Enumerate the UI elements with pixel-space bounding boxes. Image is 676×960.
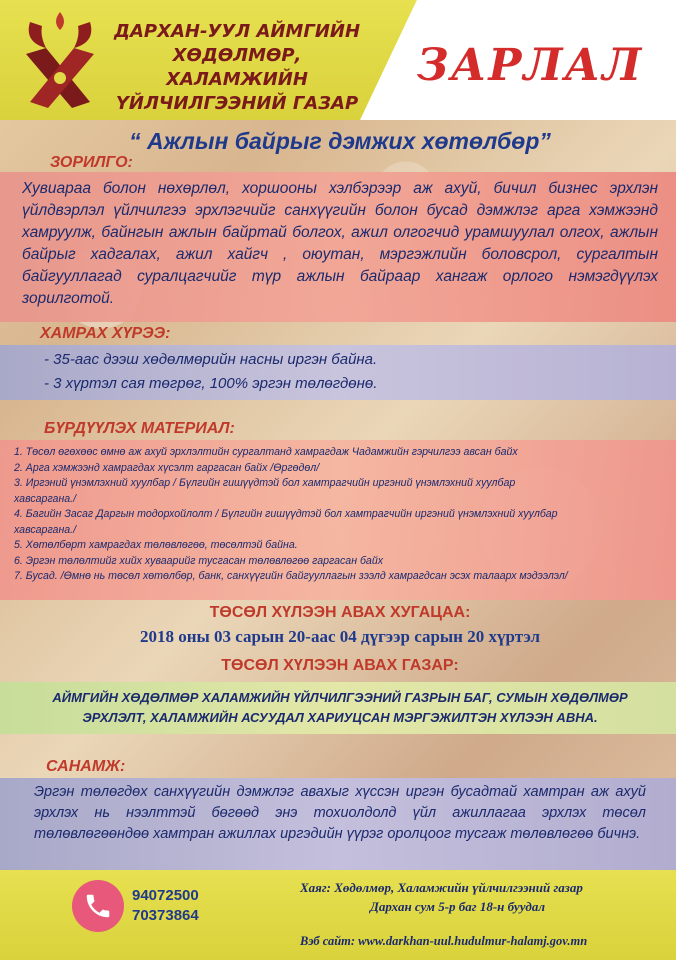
announcement-title: ЗАРЛАЛ <box>416 40 644 91</box>
phone-icon <box>72 880 124 932</box>
website-label: Вэб сайт: <box>300 934 356 948</box>
header <box>0 0 676 128</box>
organization-name <box>112 20 362 116</box>
place-line-2: ЭРХЛЭЛТ, ХАЛАМЖИЙН АСУУДАЛ ХАРИУЦСАН МЭРГЭЖИЛТЭН ХҮЛЭЭН АВНА. <box>82 710 598 725</box>
coverage-label: ХАМРАХ ХҮРЭЭ: <box>40 325 171 342</box>
material-item: 1. Төсөл өгөхөөс өмнө аж ахуй эрхлэлтийн сургалтанд хамрагдаж Чадамжийн гэрчилгээ авсан байх <box>14 446 518 458</box>
materials-list <box>14 445 664 585</box>
note-text: Эргэн төлөгдөх санхүүгийн дэмжлэг авахыг хүссэн иргэн бусадтай хамтран аж ахуй эрхлэх нь нээлттэй бөгөөд энэ тохиолдолд үйл ажиллагаа эрхлэх төсөл төлөвлөгөөндөө хамтран ажиллах иргэдийн үүрэг оролцоог тусгаж төлөвлөгөө бичнэ. <box>34 784 646 842</box>
material-item: 3. Иргэний үнэмлэхний хуулбар / Бүлгийн гишүүдтэй бол хамтрагчийн иргэний үнэмлэхний хуулбар <box>14 477 516 489</box>
deadline-value: 2018 оны 03 сарын 20-аас 04 дүгээр сарын 20 хүртэл <box>139 627 541 646</box>
materials-label: БҮРДҮҮЛЭХ МАТЕРИАЛ: <box>44 420 235 437</box>
org-line-3: ҮЙЛЧИЛГЭЭНИЙ ГАЗАР <box>115 93 359 114</box>
footer <box>0 870 676 960</box>
goal-text: Хувиараа болон нөхөрлөл, хоршооны хэлбэрээр аж ахуй, бичил бизнес эрхлэн үйлдвэрлэл үйлчилгээ эрхлэгчийг санхүүгийн болон бусад дэмжлэг арга хэмжээнд хамруулж, байнгын ажлын байртай болгох, ажил олгогчид урамшуулал олгох, ажлын байрыг хадгалах, ажил хайгч , оюутан, мэргэжлийн боловсрол, сургалтын байгууллагад суралцагчийг түр ажлын байраар хангаж орлого нэмэгдүүлэх зорилготой. <box>22 180 658 307</box>
address-line-2: Дархан сум 5-р баг 18-н буудал <box>370 899 546 914</box>
address <box>300 878 670 916</box>
website <box>300 934 670 949</box>
coverage-list <box>44 348 644 396</box>
program-title: “ Ажлын байрыг дэмжих хөтөлбөр” <box>129 128 551 154</box>
material-item: 6. Эргэн төлөлтийг хийх хуваарийг тусгасан төлөвлөгөө гаргасан байх <box>14 554 384 567</box>
material-item: 4. Багийн Засаг Даргын тодорхойлолт / Бүлгийн гишүүдтэй бол хамтрагчийн иргэний үнэмлэхний хуулбар <box>14 508 558 520</box>
emblem-logo-icon <box>12 8 108 116</box>
address-label: Хаяг: <box>300 880 331 895</box>
address-line-1: Хөдөлмөр, Халамжийн үйлчилгээний газар <box>334 880 583 895</box>
material-item: 2. Арга хэмжээнд хамрагдах хүсэлт гаргасан байх /Өргөдөл/ <box>14 461 320 474</box>
place-label: ТӨСӨЛ ХҮЛЭЭН АВАХ ГАЗАР: <box>221 657 459 674</box>
phone-number-1[interactable]: 94072500 <box>132 887 199 904</box>
coverage-item: - 3 хүртэл сая төгрөг, 100% эргэн төлөгдөнө. <box>44 375 378 392</box>
place-line-1: АЙМГИЙН ХӨДӨЛМӨР ХАЛАМЖИЙН ҮЙЛЧИЛГЭЭНИЙ ГАЗРЫН БАГ, СУМЫН ХӨДӨЛМӨР <box>52 690 628 705</box>
goal-label: ЗОРИЛГО: <box>50 154 133 171</box>
material-item: хавсаргана./ <box>14 523 77 536</box>
website-url[interactable]: www.darkhan-uul.hudulmur-halamj.gov.mn <box>358 934 588 948</box>
material-item: 7. Бусад. /Өмнө нь төсөл хөтөлбөр, банк, санхүүгийн байгууллагын зээлд хамрагдсан эсэх талаарх мэдээлэл/ <box>14 570 568 582</box>
coverage-item: - 35-аас дээш хөдөлмөрийн насны иргэн байна. <box>44 351 378 368</box>
phone-number-2[interactable]: 70373864 <box>132 907 199 924</box>
material-item: 5. Хөтөлбөрт хамрагдах төлөвлөгөө, төсөлтэй байна. <box>14 539 298 551</box>
note-label: САНАМЖ: <box>46 758 126 775</box>
material-item: хавсаргана./ <box>14 492 77 505</box>
org-line-2: ХӨДӨЛМӨР, ХАЛАМЖИЙН <box>166 45 308 90</box>
deadline-label: ТӨСӨЛ ХҮЛЭЭН АВАХ ХУГАЦАА: <box>209 604 471 621</box>
place-text <box>40 688 640 728</box>
phone-numbers <box>132 886 199 926</box>
org-line-1: ДАРХАН-УУЛ АЙМГИЙН <box>113 21 361 42</box>
